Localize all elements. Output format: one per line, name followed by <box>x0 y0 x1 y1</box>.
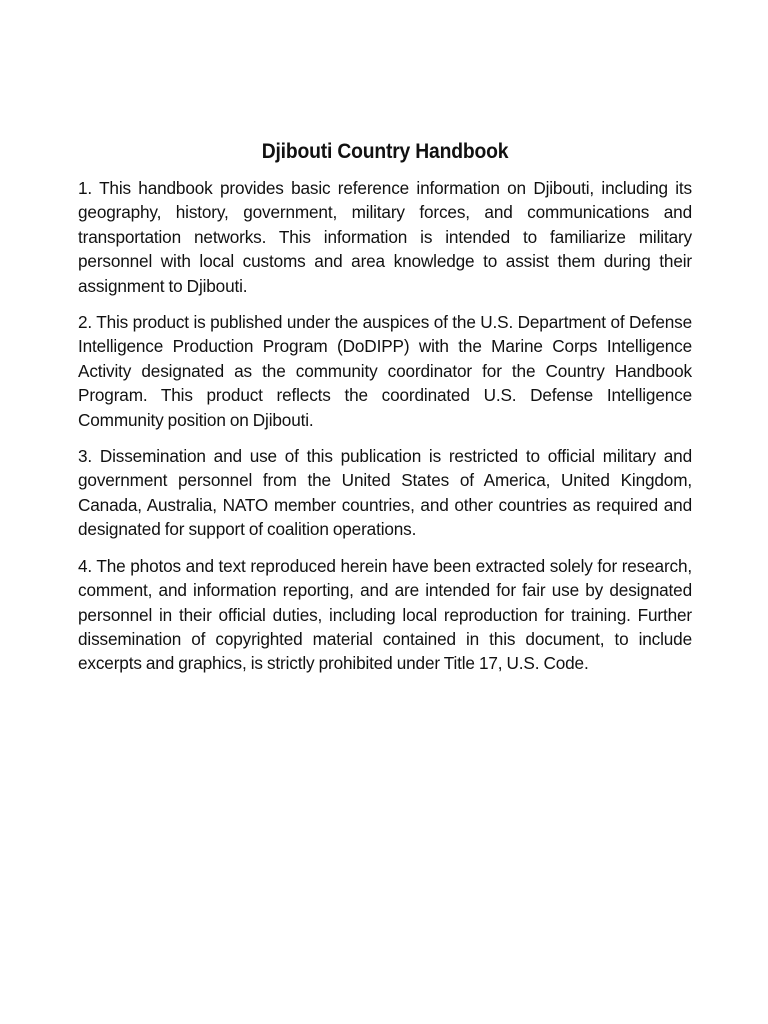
paragraph-4: 4. The photos and text reproduced herein have been extracted solely for research, comment, and information reporting, and are intended for fair use by designated personnel in their official duties, including local reproduction for training. Further dissemination of copyrighted material contained in this document, to include excerpts and graphics, is strictly prohibited under Title 17, U.S. Code. <box>78 555 692 674</box>
paragraph-3: 3. Dissemination and use of this publication is restricted to official military and government personnel from the United States of America, United Kingdom, Canada, Australia, NATO member countries, and other countries as required and designated for support of coalition operations. <box>78 446 692 540</box>
document-title: Djibouti Country Handbook <box>261 140 509 163</box>
paragraph-2: 2. This product is published under the auspices of the U.S. Department of Defense Intelligence Production Program (DoDIPP) with the Marine Corps Intelligence Activity designated as the community coordinator for the Country Handbook Program. This product reflects the coordinated U.S. Defense Intelligence Community position on Djibouti. <box>78 312 692 430</box>
document-page <box>78 138 692 688</box>
paragraph-1: 1. This handbook provides basic reference information on Djibouti, including its geography, history, government, military forces, and communications and transportation networks. This information is intended to familiarize military personnel with local customs and area knowledge to assist them during their assignment to Djibouti. <box>78 178 692 296</box>
